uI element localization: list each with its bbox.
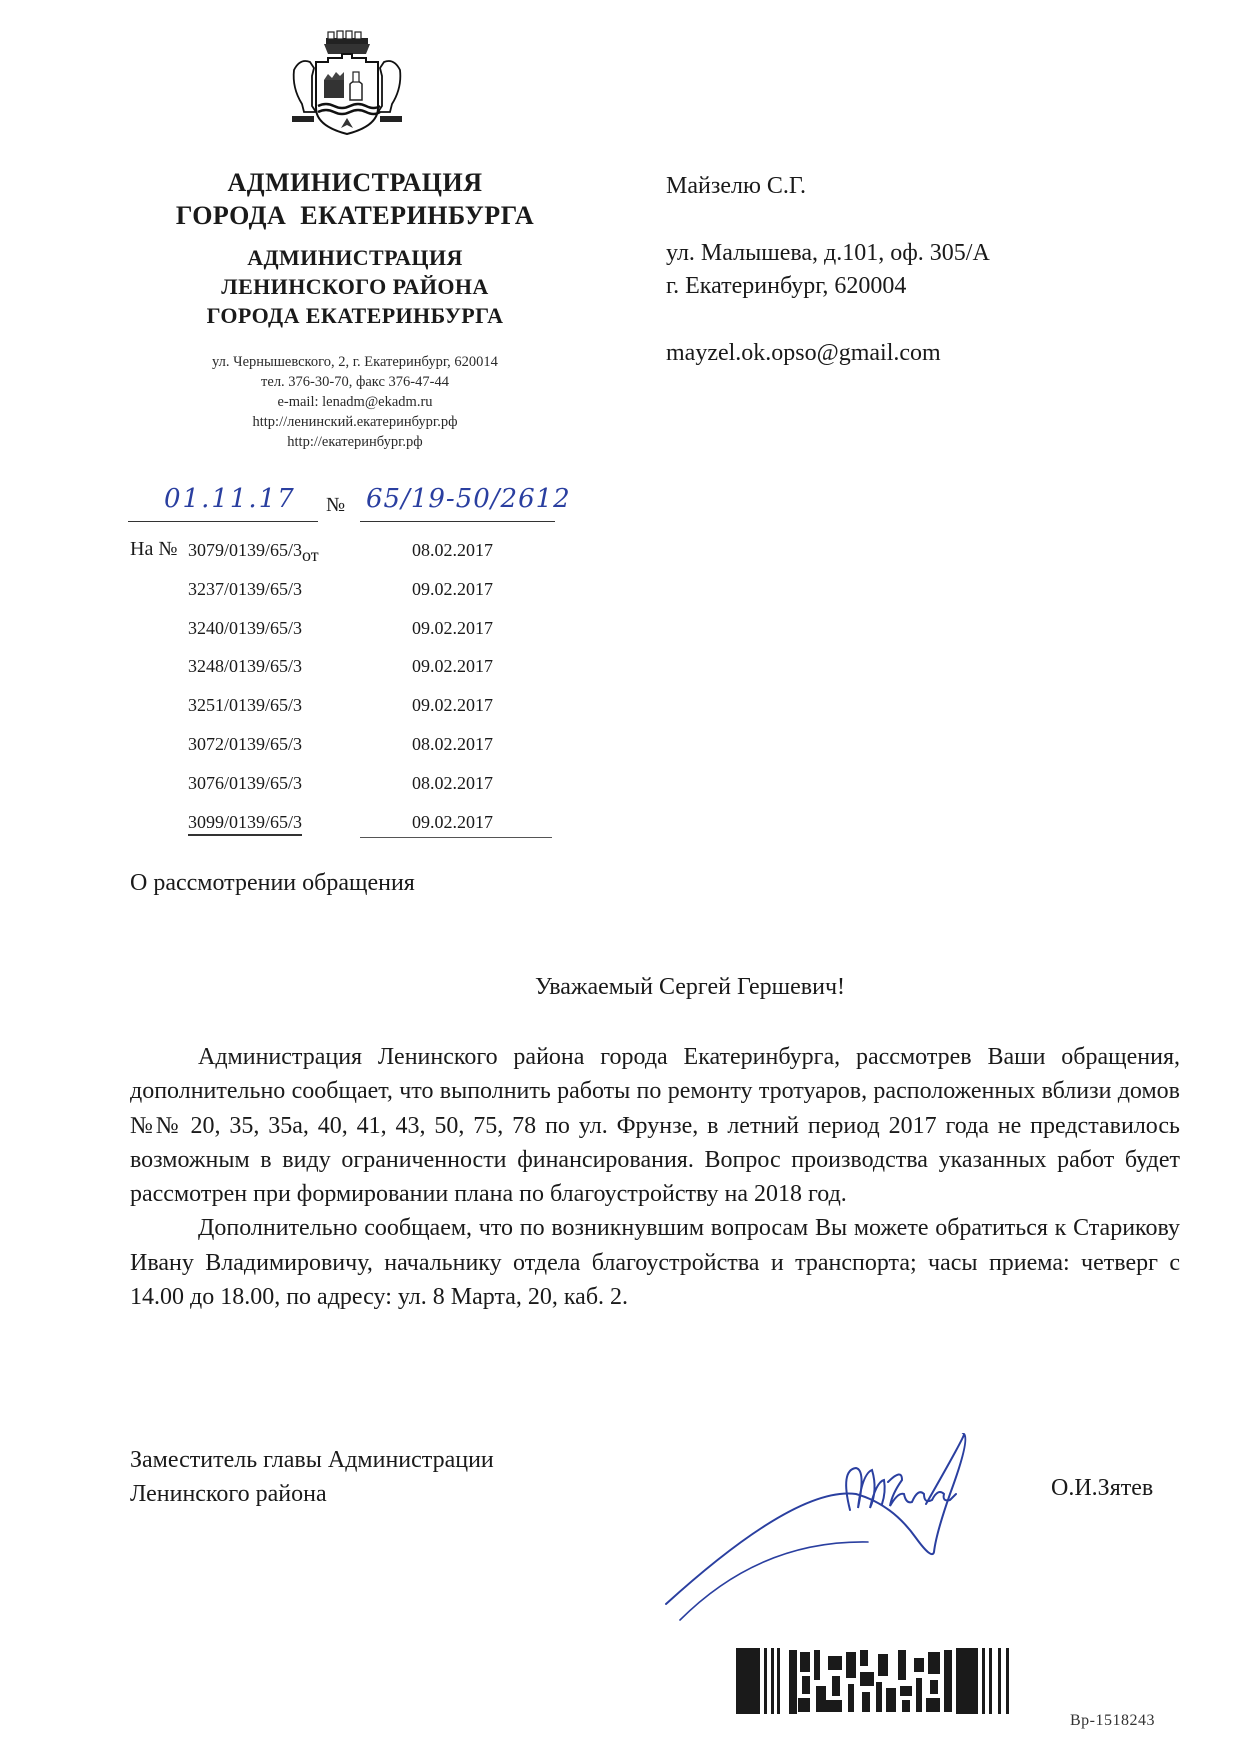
reference-row	[130, 768, 560, 807]
outgoing-number-field	[360, 484, 571, 522]
body-paragraph: Администрация Ленинского района города Екатеринбурга, рассмотрев Ваши обращения, дополнительно сообщает, что выполнить работы по ремонту тротуаров, расположенных вблизи домов №№ 20, 35, 35а, 40, 41, 43, 50, 75, 78 по ул. Фрунзе, в летний период 2017 года не представилось возможным в виду ограниченности финансирования. Вопрос производства указанных работ будет рассмотрен при формировании плана по благоустройству на 2018 год.	[130, 1044, 1180, 1208]
reference-number: 3076/0139/65/3	[188, 772, 303, 793]
reference-number: 3099/0139/65/3	[188, 812, 302, 836]
outgoing-number-handwritten: 65/19-50/2612	[366, 484, 571, 514]
recipient-address-line2: г. Екатеринбург, 620004	[666, 273, 907, 299]
letterhead-contacts	[130, 352, 580, 452]
reference-row	[130, 535, 560, 574]
contact-email: e-mail: lenadm@ekadm.ru	[277, 394, 433, 410]
letter-body	[130, 1040, 1180, 1314]
handwritten-signature-icon	[620, 1400, 1120, 1640]
recipient-block	[666, 170, 990, 370]
reference-list	[130, 535, 560, 845]
reference-prefix: На №	[130, 538, 178, 560]
reference-number: 3237/0139/65/3	[188, 578, 303, 599]
reference-row	[130, 807, 560, 846]
outgoing-date-field	[128, 484, 318, 522]
contact-website-district: http://ленинский.екатеринбург.рф	[252, 414, 458, 430]
barcode-id: Вр-1518243	[1070, 1712, 1155, 1729]
body-paragraph: Дополнительно сообщаем, что по возникнувшим вопросам Вы можете обратиться к Старикову Ивану Владимировичу, начальнику отдела благоустройства и транспорта; часы приема: четверг с 14.00 до 18.00, по адресу: ул. 8 Марта, 20, каб. 2.	[130, 1215, 1180, 1311]
reference-row	[130, 651, 560, 690]
recipient-email: mayzel.ok.opso@gmail.com	[666, 340, 941, 366]
reference-number: 3240/0139/65/3	[188, 617, 303, 638]
contact-website-city: http://екатеринбург.рф	[287, 434, 423, 450]
reference-number: 3079/0139/65/3	[188, 540, 303, 560]
letter-subject: О рассмотрении обращения	[130, 870, 415, 896]
signatory-name: О.И.Зятев	[1051, 1475, 1154, 1501]
document-barcode-icon	[736, 1648, 1056, 1716]
recipient-address-line1: ул. Малышева, д.101, оф. 305/А	[666, 240, 990, 266]
reference-date: 09.02.2017	[412, 617, 493, 638]
reference-number: 3248/0139/65/3	[188, 656, 303, 677]
coat-of-arms-icon	[288, 30, 406, 142]
reference-date: 08.02.2017	[412, 772, 493, 793]
reference-number: 3251/0139/65/3	[188, 695, 303, 716]
reference-date: 09.02.2017	[412, 656, 493, 677]
contact-address: ул. Чернышевского, 2, г. Екатеринбург, 620014	[212, 354, 498, 370]
reference-date: 09.02.2017	[412, 578, 493, 599]
reference-from-label: от	[302, 545, 319, 565]
reference-row	[130, 613, 560, 652]
reference-row	[130, 690, 560, 729]
district-administration-heading: АДМИНИСТРАЦИЯ ЛЕНИНСКОГО РАЙОНА ГОРОДА ЕКАТЕРИНБУРГА	[206, 245, 504, 328]
city-administration-heading: АДМИНИСТРАЦИЯ ГОРОДА ЕКАТЕРИНБУРГА	[175, 168, 535, 230]
outgoing-date-handwritten: 01.11.17	[164, 484, 296, 514]
reference-underline	[360, 837, 552, 838]
salutation: Уважаемый Сергей Гершевич!	[534, 974, 846, 1000]
reference-date: 08.02.2017	[412, 540, 493, 560]
signatory-title: Заместитель главы Администрации Ленинского района	[130, 1447, 494, 1507]
reference-row	[130, 574, 560, 613]
reference-row	[130, 729, 560, 768]
reference-number: 3072/0139/65/3	[188, 733, 303, 754]
number-sign-label: №	[326, 494, 346, 516]
reference-date: 09.02.2017	[412, 695, 493, 716]
reference-date: 08.02.2017	[412, 733, 493, 754]
recipient-name: Майзелю С.Г.	[666, 173, 807, 199]
reference-date: 09.02.2017	[412, 811, 493, 832]
contact-phone: тел. 376-30-70, факс 376-47-44	[261, 374, 449, 390]
